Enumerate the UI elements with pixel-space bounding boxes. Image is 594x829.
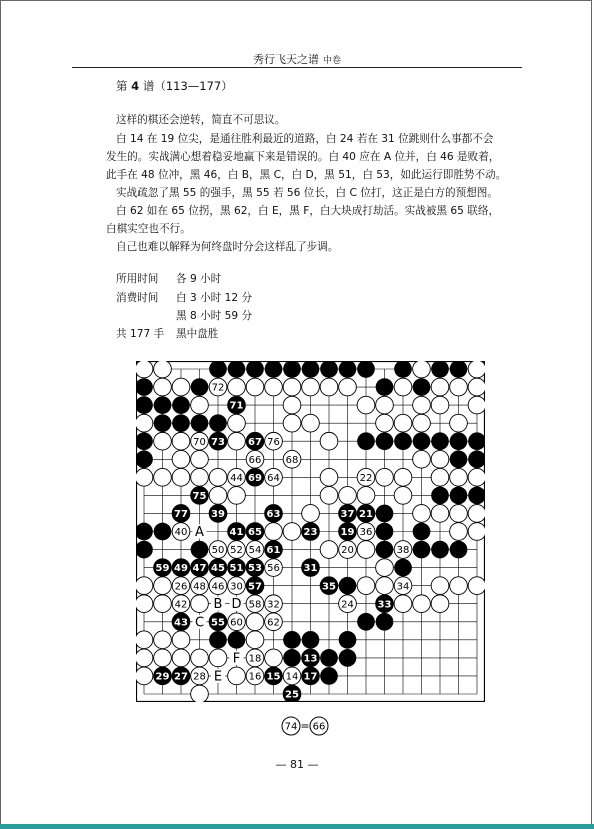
move-number: 71 bbox=[229, 400, 244, 412]
footnote-equals: = bbox=[300, 719, 310, 733]
white-stone bbox=[394, 468, 412, 486]
move-number: 56 bbox=[267, 563, 280, 575]
white-stone bbox=[154, 432, 172, 450]
point-label: C bbox=[194, 615, 205, 631]
move-number: 40 bbox=[174, 527, 188, 539]
white-stone bbox=[320, 487, 338, 505]
move-number: 75 bbox=[192, 490, 207, 502]
point-label: E bbox=[213, 669, 223, 685]
white-stone bbox=[357, 577, 375, 595]
white-stone bbox=[191, 396, 209, 414]
black-stone bbox=[172, 396, 190, 414]
section-title bbox=[116, 78, 233, 94]
white-stone bbox=[265, 378, 283, 396]
white-stone bbox=[228, 378, 246, 396]
white-stone bbox=[431, 450, 449, 468]
black-stone bbox=[431, 432, 449, 450]
black-stone bbox=[209, 414, 227, 432]
header-sub: 中卷 bbox=[322, 56, 341, 66]
meta-result-row bbox=[116, 325, 218, 344]
white-stone bbox=[320, 432, 338, 450]
white-stone bbox=[191, 450, 209, 468]
black-stone bbox=[228, 631, 246, 649]
white-stone bbox=[468, 378, 485, 396]
black-stone bbox=[413, 432, 431, 450]
white-stone bbox=[136, 667, 153, 685]
paragraph-5: 自己也难以解释为何终盘时分会这样乱了步调。 bbox=[116, 241, 339, 253]
move-number: 57 bbox=[248, 581, 262, 593]
move-number: 25 bbox=[285, 689, 299, 701]
move-number: 77 bbox=[174, 509, 188, 521]
point-label: F bbox=[232, 651, 241, 667]
move-number: 68 bbox=[285, 454, 299, 466]
white-stone bbox=[376, 468, 394, 486]
black-stone bbox=[172, 414, 190, 432]
white-stone bbox=[357, 396, 375, 414]
white-stone bbox=[154, 595, 172, 613]
move-number: 37 bbox=[340, 509, 355, 521]
black-stone bbox=[339, 649, 357, 667]
white-stone bbox=[376, 577, 394, 595]
move-number: 15 bbox=[266, 671, 281, 683]
white-stone bbox=[450, 378, 468, 396]
point-label: B bbox=[213, 597, 223, 613]
move-number: 30 bbox=[230, 581, 243, 593]
move-number: 24 bbox=[341, 599, 354, 611]
white-stone bbox=[172, 432, 190, 450]
white-stone bbox=[468, 396, 485, 414]
white-stone bbox=[154, 361, 172, 378]
move-number: 28 bbox=[193, 671, 206, 683]
white-stone bbox=[468, 468, 485, 486]
black-stone bbox=[394, 432, 412, 450]
white-stone bbox=[357, 487, 375, 505]
move-number: 34 bbox=[396, 581, 410, 593]
white-stone bbox=[394, 378, 412, 396]
white-stone bbox=[394, 487, 412, 505]
white-stone bbox=[136, 414, 153, 432]
white-stone bbox=[265, 523, 283, 541]
white-stone bbox=[376, 396, 394, 414]
meta-time-label: 所用时间 bbox=[116, 273, 159, 285]
move-number: 67 bbox=[248, 436, 262, 448]
move-number: 51 bbox=[229, 563, 244, 575]
white-stone bbox=[450, 468, 468, 486]
paragraph-1: 这样的棋还会逆转，简直不可思议。 bbox=[116, 114, 286, 126]
move-number: 49 bbox=[174, 563, 188, 575]
white-stone bbox=[172, 378, 190, 396]
meta-spent-black: 黑 8 小时 59 分 bbox=[176, 310, 253, 322]
white-stone bbox=[394, 595, 412, 613]
move-number: 22 bbox=[359, 472, 373, 484]
black-stone bbox=[431, 541, 449, 559]
page-number: — 81 — bbox=[275, 758, 319, 771]
section-number: 4 bbox=[131, 79, 140, 93]
meta-spent-label: 消费时间 bbox=[116, 292, 159, 304]
white-stone bbox=[154, 577, 172, 595]
footnote-left-number: 74 bbox=[284, 721, 298, 733]
black-stone bbox=[357, 613, 375, 631]
white-stone bbox=[413, 505, 431, 523]
meta-time-row bbox=[116, 270, 221, 289]
point-label: A bbox=[195, 525, 204, 540]
move-number: 60 bbox=[230, 617, 243, 629]
white-stone bbox=[136, 649, 153, 667]
move-number: 14 bbox=[285, 671, 299, 683]
white-stone bbox=[265, 649, 283, 667]
black-stone bbox=[376, 505, 394, 523]
move-number: 13 bbox=[303, 653, 318, 665]
white-stone bbox=[191, 595, 209, 613]
paragraph-2-line3: 此手在 48 位冲，黑 46，白 B，黑 C，白 D，黑 51，白 53，如此运行即胜势不动。 bbox=[106, 169, 507, 181]
move-number: 18 bbox=[248, 653, 262, 665]
move-number: 62 bbox=[267, 617, 280, 629]
white-stone bbox=[246, 631, 264, 649]
move-number: 21 bbox=[359, 509, 373, 521]
white-stone bbox=[136, 468, 153, 486]
white-stone bbox=[320, 541, 338, 559]
paragraph-3: 实战疏忽了黑 55 的强手，黑 55 若 56 位长，白 C 位打，这正是白方的预想图。 bbox=[116, 187, 498, 199]
move-number: 39 bbox=[211, 509, 225, 521]
white-stone bbox=[283, 523, 301, 541]
move-number: 63 bbox=[266, 509, 281, 521]
black-stone bbox=[431, 487, 449, 505]
move-number: 33 bbox=[377, 599, 392, 611]
white-stone bbox=[413, 450, 431, 468]
move-number: 43 bbox=[174, 617, 188, 629]
black-stone bbox=[413, 541, 431, 559]
meta-time-value: 各 9 小时 bbox=[176, 273, 222, 285]
white-stone bbox=[136, 631, 153, 649]
white-stone bbox=[431, 378, 449, 396]
white-stone bbox=[431, 468, 449, 486]
move-footnote bbox=[280, 715, 330, 737]
move-number: 31 bbox=[303, 563, 318, 575]
section-prefix: 第 bbox=[116, 79, 128, 93]
move-number: 61 bbox=[266, 545, 281, 557]
black-stone bbox=[357, 432, 375, 450]
black-stone bbox=[320, 649, 338, 667]
move-number: 35 bbox=[322, 581, 336, 593]
black-stone bbox=[191, 541, 209, 559]
white-stone bbox=[413, 361, 431, 378]
move-number: 52 bbox=[230, 545, 243, 557]
black-stone bbox=[450, 541, 468, 559]
meta-spent-row bbox=[116, 289, 252, 308]
black-stone bbox=[320, 667, 338, 685]
white-stone bbox=[431, 505, 449, 523]
white-stone bbox=[228, 487, 246, 505]
black-stone bbox=[154, 523, 172, 541]
move-number: 53 bbox=[248, 563, 262, 575]
white-stone bbox=[154, 649, 172, 667]
black-stone bbox=[154, 414, 172, 432]
move-number: 48 bbox=[193, 581, 206, 593]
white-stone bbox=[320, 468, 338, 486]
black-stone bbox=[191, 414, 209, 432]
black-stone bbox=[209, 631, 227, 649]
meta-spent-row2 bbox=[176, 307, 252, 326]
move-number: 20 bbox=[341, 545, 354, 557]
page-header bbox=[72, 51, 522, 67]
white-stone bbox=[172, 649, 190, 667]
black-stone bbox=[376, 613, 394, 631]
white-stone bbox=[154, 378, 172, 396]
go-board-diagram bbox=[136, 361, 485, 702]
header-rule bbox=[72, 67, 522, 68]
white-stone bbox=[228, 667, 246, 685]
move-number: 58 bbox=[248, 599, 262, 611]
white-stone bbox=[320, 378, 338, 396]
meta-spent-white: 白 3 小时 12 分 bbox=[176, 292, 253, 304]
white-stone bbox=[468, 523, 485, 541]
black-stone bbox=[154, 396, 172, 414]
meta-result: 黑中盘胜 bbox=[176, 328, 219, 340]
move-number: 45 bbox=[211, 563, 225, 575]
white-stone bbox=[302, 378, 320, 396]
white-stone bbox=[246, 613, 264, 631]
black-stone bbox=[339, 631, 357, 649]
footnote-right-number: 66 bbox=[312, 721, 326, 733]
white-stone bbox=[209, 487, 227, 505]
white-stone bbox=[283, 414, 301, 432]
paragraph-2-line2: 发生的。实战满心想着稳妥地赢下来是错误的。白 40 应在 A 位并，白 46 是败着， bbox=[106, 151, 500, 163]
white-stone bbox=[376, 559, 394, 577]
point-label: D bbox=[231, 597, 242, 613]
move-number: 73 bbox=[211, 436, 225, 448]
move-number: 76 bbox=[267, 436, 280, 448]
move-number: 17 bbox=[303, 671, 318, 683]
move-number: 16 bbox=[248, 671, 262, 683]
white-stone bbox=[154, 468, 172, 486]
white-stone bbox=[357, 541, 375, 559]
move-number: 59 bbox=[155, 563, 170, 575]
white-stone bbox=[431, 595, 449, 613]
bottom-band bbox=[0, 824, 594, 829]
white-stone bbox=[283, 378, 301, 396]
white-stone bbox=[413, 595, 431, 613]
paragraph-2: 白 14 在 19 位尖，是通往胜利最近的道路，白 24 若在 31 位跳则什么事都不会 bbox=[116, 133, 494, 145]
white-stone bbox=[413, 414, 431, 432]
move-number: 46 bbox=[211, 581, 225, 593]
white-stone bbox=[468, 505, 485, 523]
white-stone bbox=[246, 378, 264, 396]
move-number: 64 bbox=[267, 472, 280, 484]
white-stone bbox=[191, 685, 209, 702]
section-suffix: 谱（113—177） bbox=[142, 79, 233, 93]
move-number: 32 bbox=[267, 599, 280, 611]
white-stone bbox=[191, 649, 209, 667]
white-stone bbox=[450, 505, 468, 523]
white-stone bbox=[228, 414, 246, 432]
move-number: 42 bbox=[174, 599, 188, 611]
move-number: 69 bbox=[248, 472, 262, 484]
white-stone bbox=[154, 631, 172, 649]
black-stone bbox=[339, 577, 357, 595]
white-stone bbox=[191, 468, 209, 486]
move-number: 50 bbox=[211, 545, 225, 557]
white-stone bbox=[283, 396, 301, 414]
move-number: 65 bbox=[248, 527, 262, 539]
meta-moves-label: 共 177 手 bbox=[116, 328, 165, 340]
white-stone bbox=[450, 523, 468, 541]
black-stone bbox=[376, 541, 394, 559]
white-stone bbox=[228, 432, 246, 450]
move-number: 29 bbox=[155, 671, 170, 683]
white-stone bbox=[413, 396, 431, 414]
move-number: 54 bbox=[248, 545, 262, 557]
white-stone bbox=[394, 414, 412, 432]
black-stone bbox=[394, 559, 412, 577]
paragraph-4-line2: 白棋实空也不行。 bbox=[106, 223, 191, 235]
white-stone bbox=[376, 414, 394, 432]
move-number: 55 bbox=[211, 617, 225, 629]
white-stone bbox=[302, 505, 320, 523]
white-stone bbox=[209, 468, 227, 486]
white-stone bbox=[136, 577, 153, 595]
black-stone bbox=[450, 432, 468, 450]
black-stone bbox=[283, 631, 301, 649]
black-stone bbox=[450, 487, 468, 505]
black-stone bbox=[302, 631, 320, 649]
black-stone bbox=[191, 378, 209, 396]
white-stone bbox=[431, 396, 449, 414]
move-number: 41 bbox=[229, 527, 244, 539]
black-stone bbox=[283, 649, 301, 667]
move-number: 66 bbox=[248, 454, 262, 466]
move-number: 44 bbox=[230, 472, 243, 484]
white-stone bbox=[172, 631, 190, 649]
move-number: 19 bbox=[340, 527, 355, 539]
white-stone bbox=[339, 378, 357, 396]
move-number: 27 bbox=[174, 671, 188, 683]
move-number: 36 bbox=[359, 527, 373, 539]
header-title: 秀行飞天之谱 bbox=[252, 53, 319, 66]
paragraph-4: 白 62 如在 65 位拐，黑 62，白 E，黑 F，白大块成打劫活。实战被黑 65 联络， bbox=[116, 205, 500, 217]
white-stone bbox=[468, 361, 485, 378]
move-number: 72 bbox=[211, 382, 225, 394]
black-stone bbox=[413, 378, 431, 396]
black-stone bbox=[376, 523, 394, 541]
white-stone bbox=[468, 577, 485, 595]
white-stone bbox=[172, 450, 190, 468]
black-stone bbox=[376, 432, 394, 450]
move-number: 23 bbox=[303, 527, 318, 539]
white-stone bbox=[172, 468, 190, 486]
white-stone bbox=[450, 577, 468, 595]
black-stone bbox=[376, 378, 394, 396]
move-number: 70 bbox=[193, 436, 206, 448]
white-stone bbox=[450, 414, 468, 432]
move-number: 38 bbox=[396, 545, 410, 557]
white-stone bbox=[431, 577, 449, 595]
white-stone bbox=[302, 414, 320, 432]
white-stone bbox=[209, 649, 227, 667]
white-stone bbox=[339, 487, 357, 505]
move-number: 47 bbox=[192, 563, 207, 575]
move-number: 26 bbox=[174, 581, 188, 593]
white-stone bbox=[136, 595, 153, 613]
white-stone bbox=[136, 361, 153, 378]
black-stone bbox=[450, 450, 468, 468]
black-stone bbox=[413, 523, 431, 541]
